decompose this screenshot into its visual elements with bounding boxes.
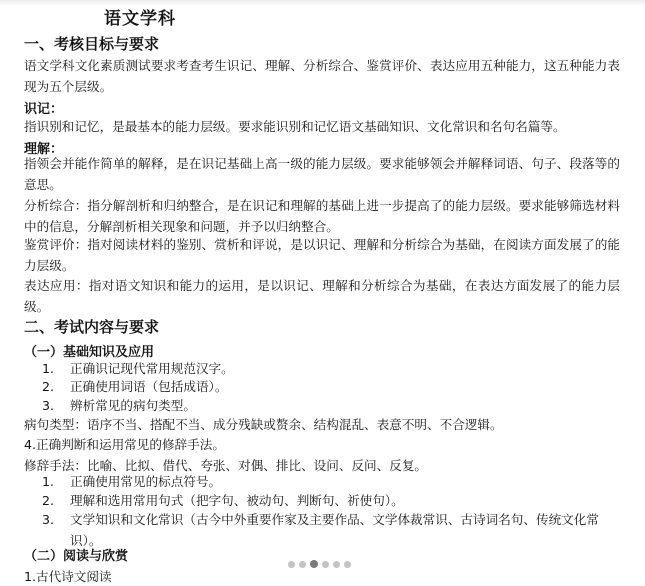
sub1-heading: （一）基础知识及应用 bbox=[24, 345, 155, 360]
list-number: 1. bbox=[41, 474, 54, 489]
page-dot[interactable] bbox=[344, 561, 351, 568]
page-dot[interactable] bbox=[299, 561, 306, 568]
page-dot[interactable] bbox=[288, 561, 295, 568]
page-indicator[interactable] bbox=[288, 560, 351, 568]
understand-label: 理解： bbox=[24, 142, 64, 157]
page-dot[interactable] bbox=[322, 561, 329, 568]
list-number: 2. bbox=[41, 493, 54, 508]
list-text: 正确识记现代常用规范汉字。 bbox=[70, 361, 234, 376]
sentence-types: 病句类型：语序不当、搭配不当、成分残缺或赘余、结构混乱、表意不明、不合逻辑。 bbox=[24, 417, 503, 432]
page-dot[interactable] bbox=[333, 561, 340, 568]
list-text: 正确使用常见的标点符号。 bbox=[70, 474, 222, 489]
item-4: 4.正确判断和运用常见的修辞手法。 bbox=[24, 437, 225, 452]
section1-heading: 一、考核目标与要求 bbox=[24, 35, 160, 53]
page-title: 语文学科 bbox=[104, 9, 176, 29]
list-item bbox=[40, 376, 620, 397]
sub2-item-1: 1.古代诗文阅读 bbox=[24, 569, 112, 584]
appreciation-text: 鉴赏评价：指对阅读材料的鉴别、赏析和评说，是以识记、理解和分析综合为基础，在阅读方面发展了的能力层级。 bbox=[24, 237, 620, 273]
section1-intro: 语文学科文化素质测试要求考查考生识记、理解、分析综合、鉴赏评价、表达应用五种能力，这五种能力表现为五个层级。 bbox=[24, 58, 620, 94]
list-item bbox=[40, 490, 620, 511]
page-dot[interactable] bbox=[310, 560, 318, 568]
list-number: 2. bbox=[41, 379, 54, 394]
list-number: 3. bbox=[41, 512, 54, 527]
list-text: 正确使用词语（包括成语）。 bbox=[70, 379, 228, 394]
understand-text: 指领会并能作简单的解释，是在识记基础上高一级的能力层级。要求能够领会并解释词语、句子、段落等的意思。 bbox=[24, 156, 620, 192]
list-item bbox=[40, 471, 620, 492]
list-number: 3. bbox=[41, 398, 54, 413]
recall-label: 识记： bbox=[24, 102, 64, 117]
list-item bbox=[40, 395, 620, 416]
analysis-text: 分析综合：指分解剖析和归纳整合，是在识记和理解的基础上进一步提高了的能力层级。要求能够筛选材料中的信息，分解剖析相关现象和问题，并予以归纳整合。 bbox=[24, 198, 620, 234]
recall-text: 指识别和记忆，是最基本的能力层级。要求能识别和记忆语文基础知识、文化常识和名句名篇等。 bbox=[24, 119, 566, 134]
list-text: 文学知识和文化常识（古今中外重要作家及主要作品、文学体裁常识、古诗词名句、传统文化常识）。 bbox=[70, 512, 599, 548]
list-text: 辨析常见的病句类型。 bbox=[70, 398, 196, 413]
section2-heading: 二、考试内容与要求 bbox=[24, 318, 160, 336]
list-number: 1. bbox=[41, 361, 54, 376]
sub2-heading: （二）阅读与欣赏 bbox=[24, 549, 129, 564]
rhetoric-types: 修辞手法：比喻、比拟、借代、夸张、对偶、排比、设问、反问、反复。 bbox=[24, 458, 427, 473]
expression-text: 表达应用：指对语文知识和能力的运用，是以识记、理解和分析综合为基础，在表达方面发展了的能力层级。 bbox=[24, 278, 620, 314]
top-shadow bbox=[0, 0, 645, 6]
list-text: 理解和选用常用句式（把字句、被动句、判断句、祈使句）。 bbox=[70, 493, 404, 508]
